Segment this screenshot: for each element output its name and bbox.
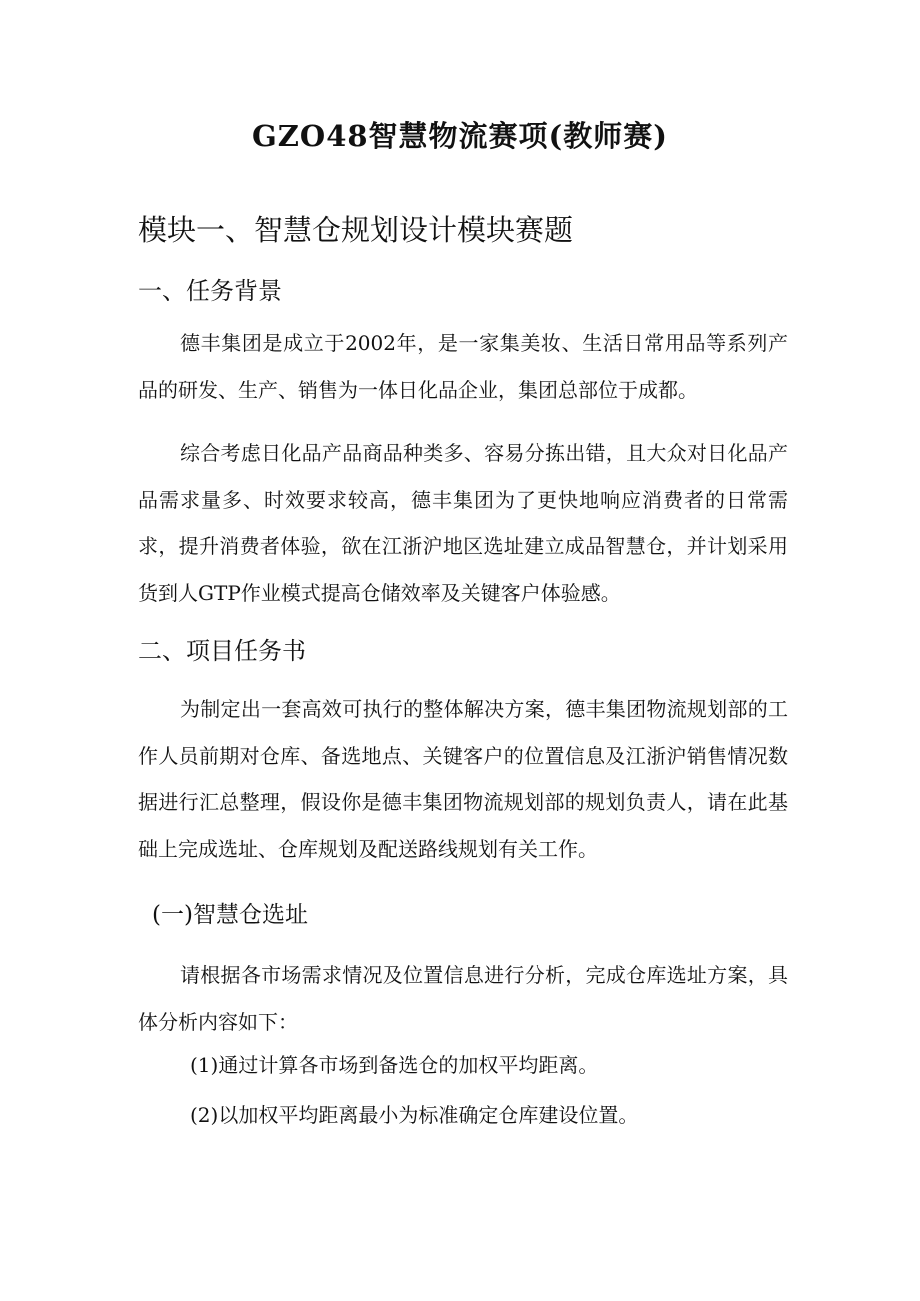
paragraph-warehouse-plan: 综合考虑日化品产品商品种类多、容易分拣出错，且大众对日化品产品需求量多、时效要求较高，德丰集团为了更快地响应消费者的日常需求，提升消费者体验，欲在江浙沪地区选址建立成品智慧仓，并计划采用货到人GTP作业模式提高仓储效率及关键客户体验感。 xyxy=(138,441,788,605)
list-item-location-criterion: (2)以加权平均距离最小为标准确定仓库建设位置。 xyxy=(190,1103,639,1127)
module-title: 模块一、智慧仓规划设计模块赛题 xyxy=(138,213,574,247)
section-heading-project-tasks: 二、项目任务书 xyxy=(138,637,306,665)
paragraph-company-intro: 德丰集团是成立于2002年，是一家集美妆、生活日常用品等系列产品的研发、生产、销售为一体日化品企业，集团总部位于成都。 xyxy=(138,331,788,402)
paragraph-site-selection: 请根据各市场需求情况及位置信息进行分析，完成仓库选址方案，具体分析内容如下： xyxy=(138,963,788,1034)
section-heading-task-background: 一、任务背景 xyxy=(138,277,282,305)
subsection-heading-site-selection: (一)智慧仓选址 xyxy=(152,902,308,928)
list-item-weighted-distance: (1)通过计算各市场到备选仓的加权平均距离。 xyxy=(190,1053,599,1077)
document-title: GZO48智慧物流赛项(教师赛) xyxy=(252,119,668,153)
paragraph-task-description: 为制定出一套高效可执行的整体解决方案，德丰集团物流规划部的工作人员前期对仓库、备选地点、关键客户的位置信息及江浙沪销售情况数据进行汇总整理，假设你是德丰集团物流规划部的规划负责人，请在此基础上完成选址、仓库规划及配送路线规划有关工作。 xyxy=(138,697,788,861)
